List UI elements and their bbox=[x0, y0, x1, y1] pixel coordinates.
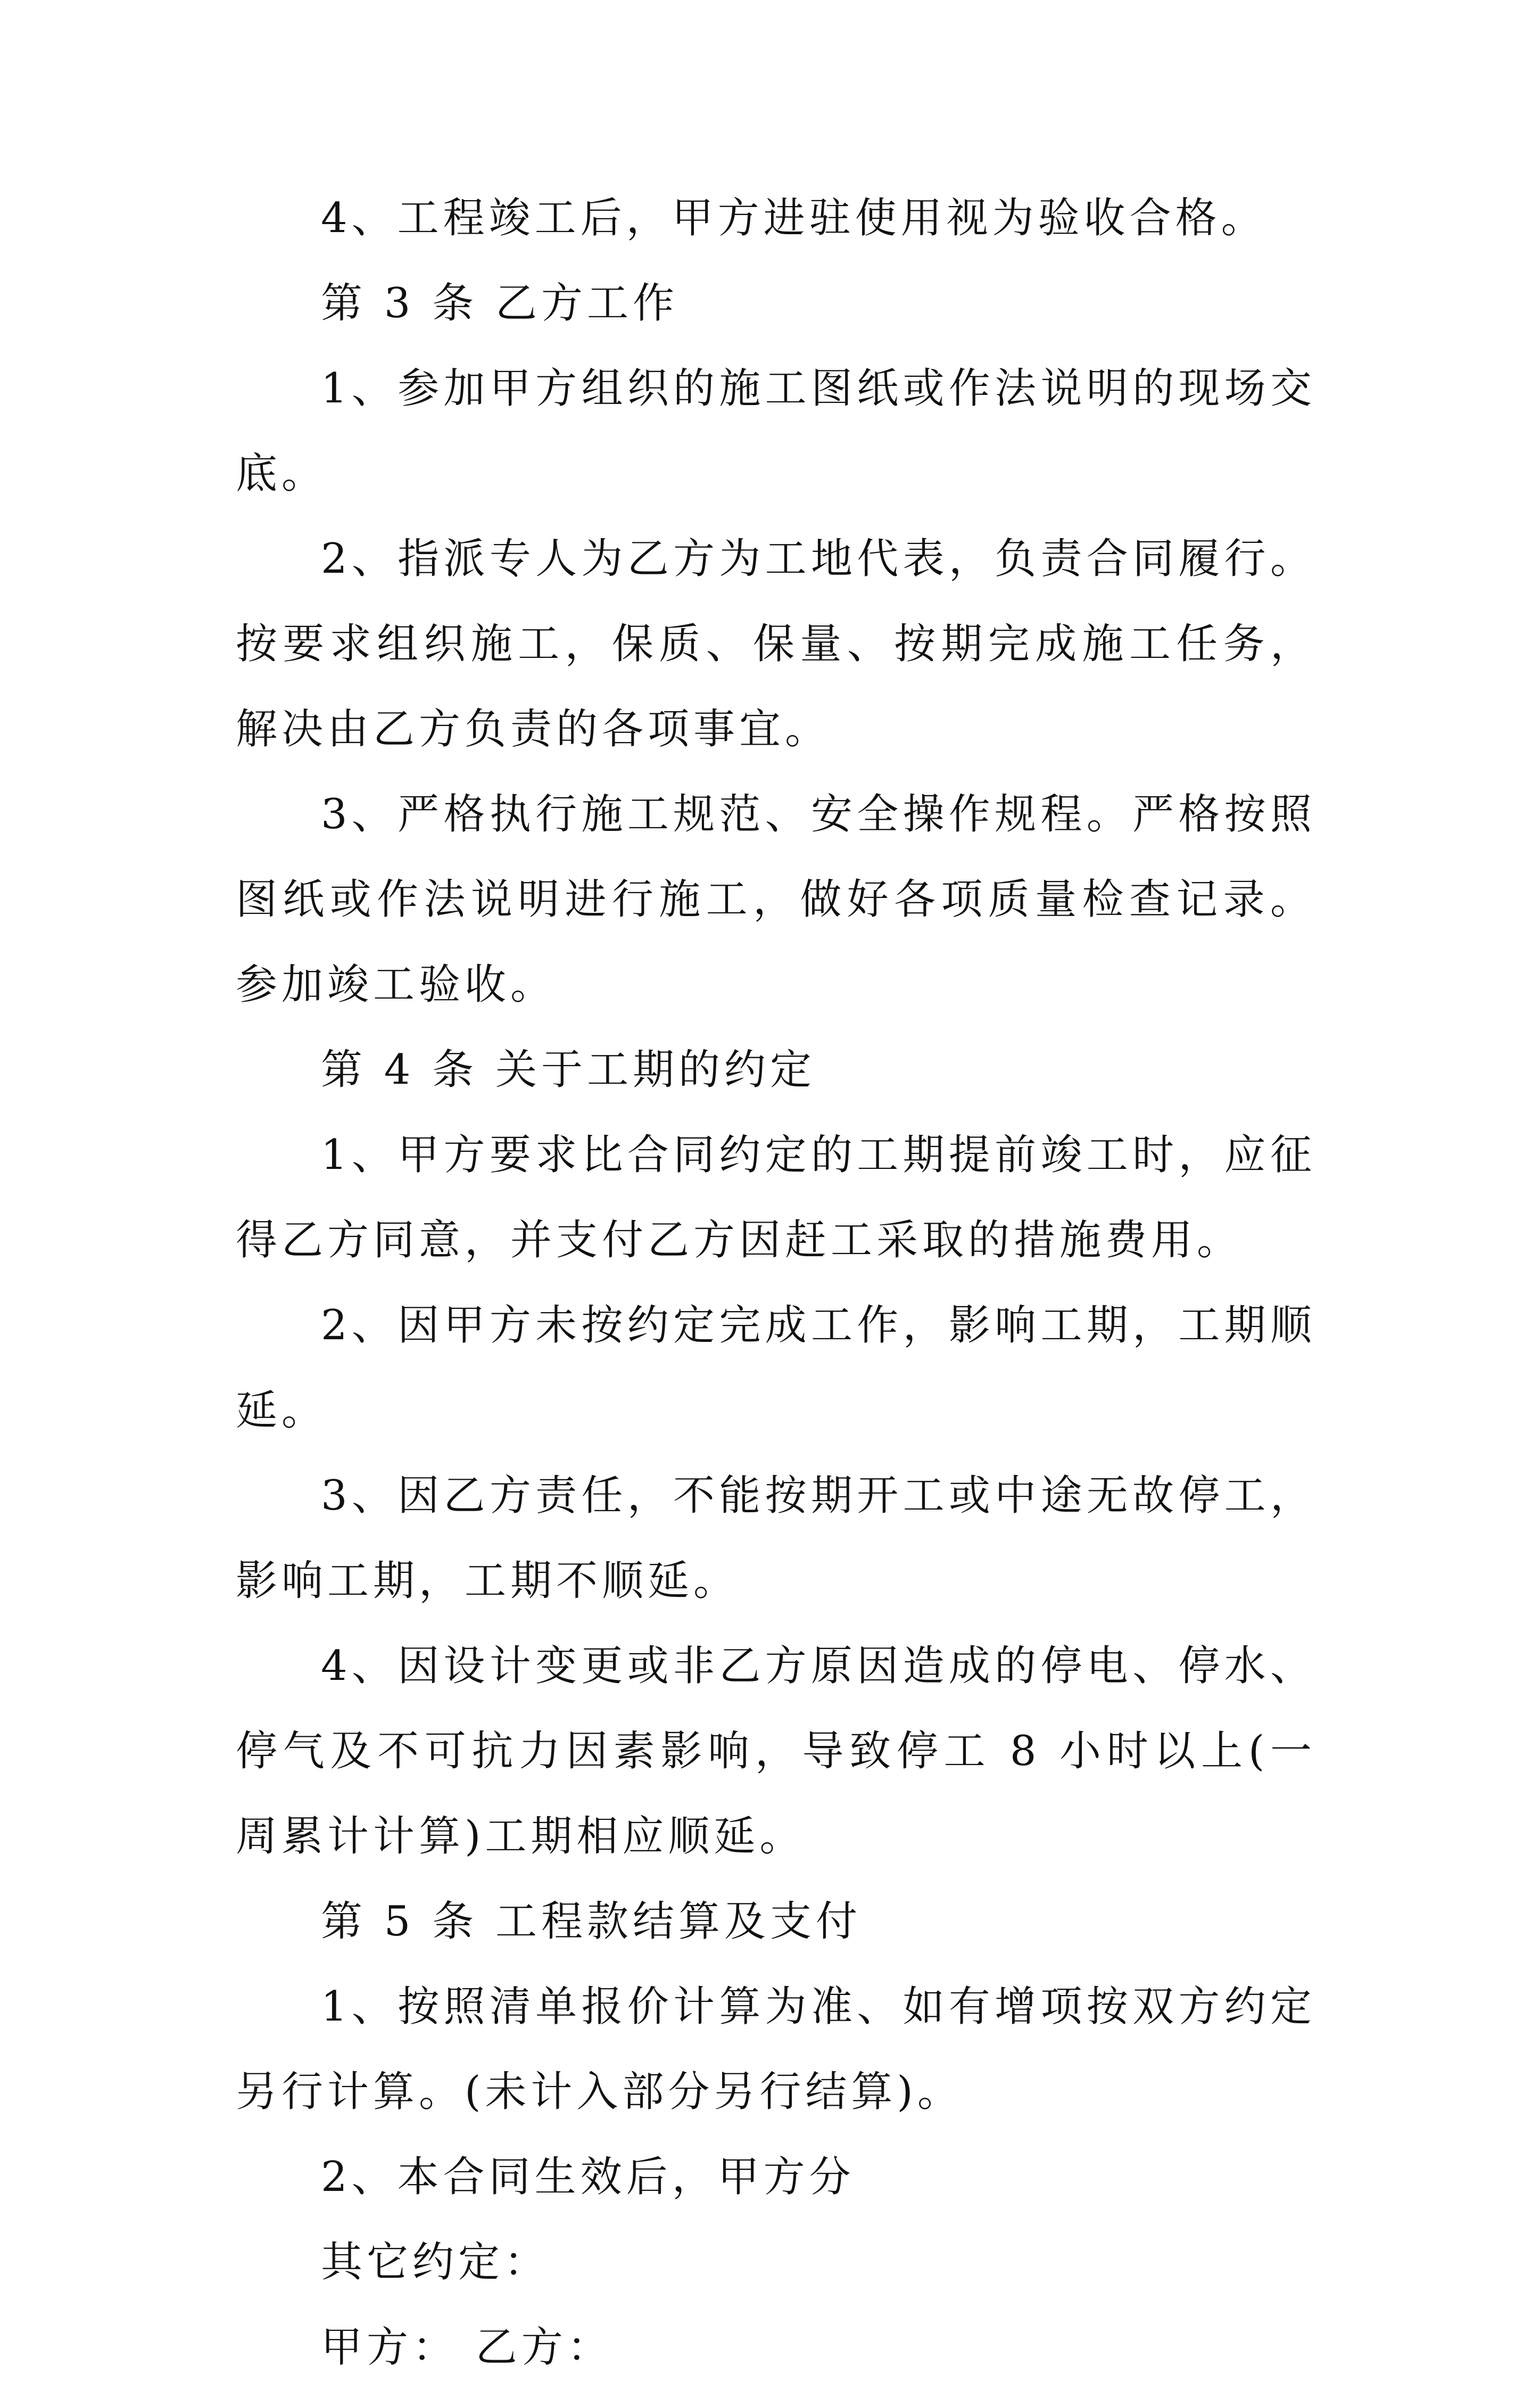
article-4-item-2: 2、因甲方未按约定完成工作，影响工期，工期顺延。 bbox=[236, 1301, 1316, 1435]
article-5-item-2: 2、本合同生效后，甲方分 bbox=[321, 2153, 855, 2201]
article-3-item-1: 1、参加甲方组织的施工图纸或作法说明的现场交底。 bbox=[236, 365, 1316, 498]
article-5-heading: 第 5 条 工程款结算及支付 bbox=[321, 1898, 862, 1946]
article-3-item-3: 3、严格执行施工规范、安全操作规程。严格按照图纸或作法说明进行施工，做好各项质量检查记录。参加竣工验收。 bbox=[236, 790, 1316, 1009]
signature-line: 甲方： 乙方： bbox=[321, 2323, 613, 2371]
other-agreements-label: 其它约定： bbox=[321, 2238, 550, 2286]
article-5-item-1: 1、按照清单报价计算为准、如有增项按双方约定另行计算。(未计入部分另行结算)。 bbox=[236, 1983, 1316, 2116]
article-4-item-3: 3、因乙方责任，不能按期开工或中途无故停工，影响工期，工期不顺延。 bbox=[236, 1472, 1316, 1605]
clause-2-item-4: 4、工程竣工后，甲方进驻使用视为验收合格。 bbox=[321, 194, 1267, 242]
article-4-item-1: 1、甲方要求比合同约定的工期提前竣工时，应征得乙方同意，并支付乙方因赶工采取的措施费用。 bbox=[236, 1131, 1316, 1264]
article-4-heading: 第 4 条 关于工期的约定 bbox=[321, 1046, 816, 1094]
article-3-item-2: 2、指派专人为乙方为工地代表，负责合同履行。按要求组织施工，保质、保量、按期完成施工任务，解决由乙方负责的各项事宜。 bbox=[236, 535, 1316, 753]
article-4-item-4: 4、因设计变更或非乙方原因造成的停电、停水、停气及不可抗力因素影响，导致停工 8 小时以上(一周累计计算)工期相应顺延。 bbox=[236, 1642, 1316, 1860]
article-3-heading: 第 3 条 乙方工作 bbox=[321, 279, 679, 327]
document-body bbox=[236, 176, 1316, 2390]
